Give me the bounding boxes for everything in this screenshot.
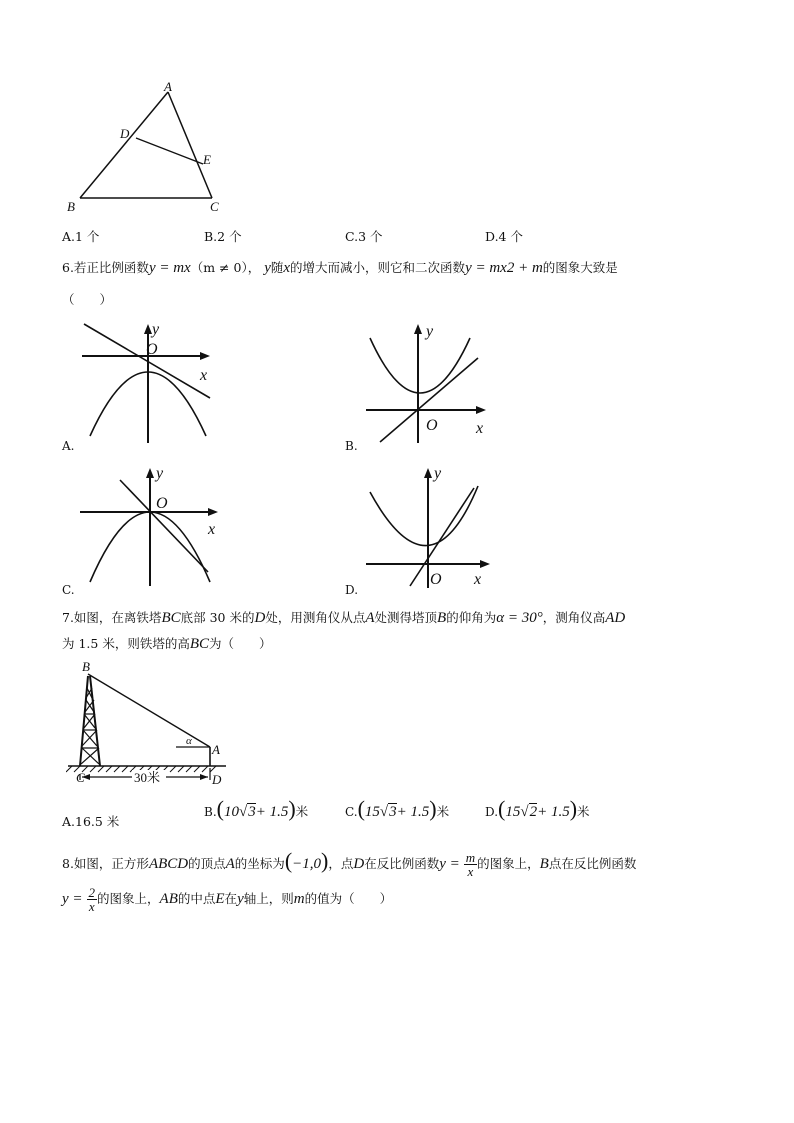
graph-a-o: O bbox=[146, 341, 158, 358]
tower-figure bbox=[66, 658, 236, 786]
graph-d-x: x bbox=[474, 571, 482, 588]
graph-d-y: y bbox=[434, 465, 442, 482]
label-b: B bbox=[67, 199, 75, 214]
q8-stem-line2: y = $\frac{2}{x}$ 的图象上，AB的中点E在y轴上，则m的值为（ ） bbox=[62, 885, 393, 914]
graph-a bbox=[72, 318, 222, 448]
tower-label-d: D bbox=[212, 772, 222, 786]
graph-b-y: y bbox=[426, 323, 434, 340]
q5-option-a: A.1 个 bbox=[62, 229, 100, 244]
q6-option-a: A. bbox=[62, 439, 75, 453]
q6-option-c: C. bbox=[62, 583, 75, 597]
tower-label-a: A bbox=[212, 742, 220, 757]
label-d: D bbox=[120, 126, 130, 141]
q5-option-d: D.4 个 bbox=[485, 229, 523, 244]
q6-stem: 6.若正比例函数y = mx（m ≠ 0）， y随x的增大而减小，则它和二次函数y = mx2 + m的图象大致是 bbox=[62, 260, 618, 276]
label-c: C bbox=[210, 199, 219, 214]
q6-option-d: D. bbox=[345, 583, 359, 597]
tower-dist-label: 30米 bbox=[134, 770, 161, 785]
fraction-m-over-x: $\frac{m}{x}$ bbox=[465, 850, 476, 879]
q7-stem-line1: 7.如图，在离铁塔BC底部 30 米的D处，用测角仪从点A处测得塔顶B的仰角为α = 30°，测角仪高AD bbox=[62, 610, 626, 626]
q6-option-b: B. bbox=[345, 439, 358, 453]
graph-b bbox=[360, 318, 510, 448]
q6-paren: （ ） bbox=[62, 292, 113, 307]
label-e: E bbox=[203, 152, 211, 167]
tower-label-alpha: α bbox=[186, 735, 192, 747]
graph-d bbox=[360, 462, 510, 590]
q7-option-b: B.(10√3+ 1.5)米 bbox=[204, 796, 309, 821]
graph-a-y: y bbox=[152, 321, 160, 338]
q7-option-d: D.(15√2+ 1.5)米 bbox=[485, 796, 590, 821]
q7-option-c: C.(15√3+ 1.5)米 bbox=[345, 796, 450, 821]
tower-label-c: C bbox=[76, 770, 85, 785]
graph-c bbox=[72, 462, 227, 590]
graph-d-o: O bbox=[430, 571, 442, 588]
q8-stem-line1: 8.如图，正方形ABCD的顶点A的坐标为(−1,0)，点D在反比例函数y = $\frac{m}{x}$ 的图象上，B点在反比例函数 bbox=[62, 848, 637, 879]
graph-b-x: x bbox=[476, 420, 484, 437]
graph-c-y: y bbox=[156, 465, 164, 482]
graph-b-o: O bbox=[426, 417, 438, 434]
q7-stem-line2: 为 1.5 米，则铁塔的高BC为（ ） bbox=[62, 636, 272, 652]
fraction-2-over-x: $\frac{2}{x}$ bbox=[88, 885, 96, 914]
q5-option-c: C.3 个 bbox=[345, 229, 383, 244]
graph-c-o: O bbox=[156, 495, 168, 512]
q7-option-a: A.16.5 米 bbox=[62, 814, 120, 829]
label-a: A bbox=[164, 79, 172, 94]
q5-option-b: B.2 个 bbox=[204, 229, 242, 244]
graph-a-x: x bbox=[200, 367, 208, 384]
triangle-figure bbox=[62, 78, 232, 218]
tower-label-b: B bbox=[82, 659, 90, 674]
graph-c-x: x bbox=[208, 521, 216, 538]
